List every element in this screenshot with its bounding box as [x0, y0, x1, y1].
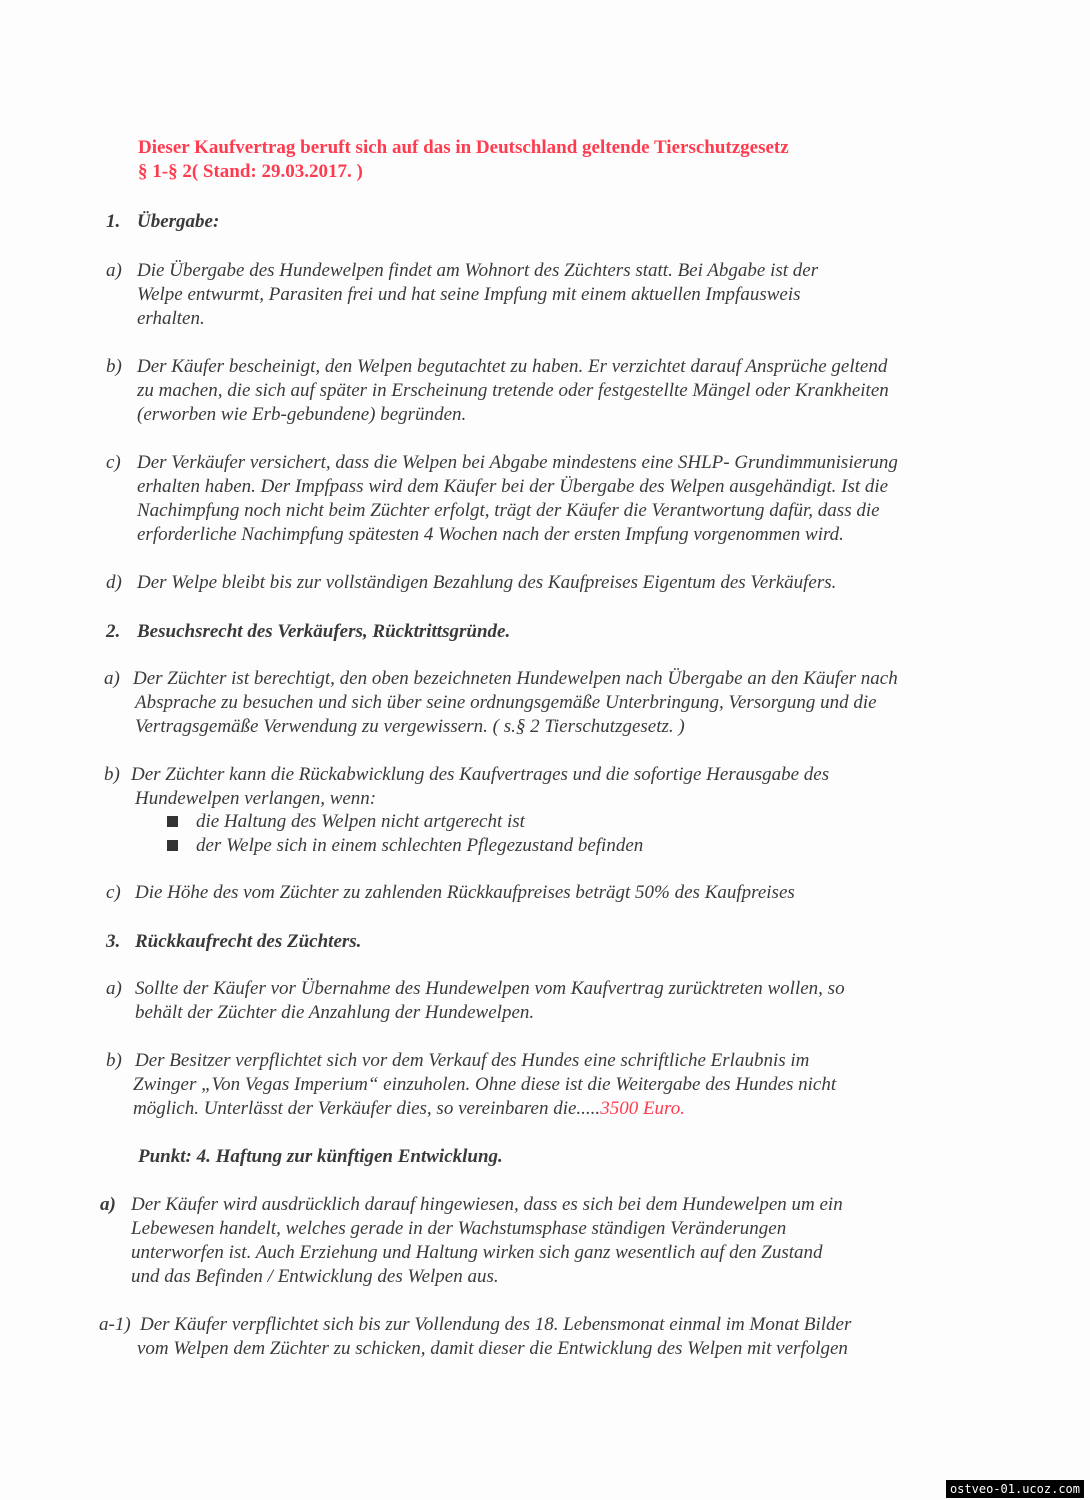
item-1c-line: erforderliche Nachimpfung spätesten 4 Wochen nach der ersten Impfung vorgenommen wird.	[137, 524, 844, 545]
item-4a-marker: a)	[100, 1194, 116, 1215]
bullet-square-icon	[167, 816, 178, 827]
item-1c-line: Der Verkäufer versichert, dass die Welpen bei Abgabe mindestens eine SHLP- Grundimmunisierung	[137, 452, 898, 473]
item-4a1-line: vom Welpen dem Züchter zu schicken, damit dieser die Entwicklung des Welpen mit verfolgen	[137, 1338, 848, 1359]
item-1d-marker: d)	[106, 572, 122, 593]
section-1-number: 1.	[106, 211, 121, 232]
item-1c-line: Nachimpfung noch nicht beim Züchter erfolgt, trägt der Käufer die Verantwortung dafür, dass die	[137, 500, 880, 521]
item-4a1-marker: a-1)	[99, 1314, 131, 1335]
item-3a-line: behält der Züchter die Anzahlung der Hundewelpen.	[135, 1002, 535, 1023]
section-4-title: Punkt: 4. Haftung zur künftigen Entwicklung.	[138, 1146, 503, 1167]
item-2a-marker: a)	[104, 668, 120, 689]
amount-euro: 3500 Euro.	[600, 1098, 685, 1119]
item-4a-line: unterworfen ist. Auch Erziehung und Haltung wirken sich ganz wesentlich auf den Zustand	[131, 1242, 823, 1263]
item-1b-line: Der Käufer bescheinigt, den Welpen begutachtet zu haben. Er verzichtet darauf Ansprüche geltend	[137, 356, 888, 377]
item-3b-marker: b)	[106, 1050, 122, 1071]
item-3a-line: Sollte der Käufer vor Übernahme des Hundewelpen vom Kaufvertrag zurücktreten wollen, so	[135, 978, 845, 999]
item-2a-line: Der Züchter ist berechtigt, den oben bezeichneten Hundewelpen nach Übergabe an den Käufer nach	[133, 668, 898, 689]
item-2a-line: Absprache zu besuchen und sich über seine ordnungsgemäße Unterbringung, Versorgung und die	[135, 692, 877, 713]
item-2a-line: Vertragsgemäße Verwendung zu vergewissern. ( s.§ 2 Tierschutzgesetz. )	[135, 716, 685, 737]
item-3b-line: Der Besitzer verpflichtet sich vor dem Verkauf des Hundes eine schriftliche Erlaubnis im	[135, 1050, 810, 1071]
header-line-2: § 1-§ 2( Stand: 29.03.2017. )	[138, 161, 363, 182]
item-2b-bullet: der Welpe sich in einem schlechten Pflegezustand befinden	[196, 835, 644, 856]
item-4a-line: Lebewesen handelt, welches gerade in der Wachstumsphase ständigen Veränderungen	[131, 1218, 787, 1239]
item-1c-line: erhalten haben. Der Impfpass wird dem Käufer bei der Übergabe des Welpen ausgehändigt. Ist die	[137, 476, 889, 497]
item-1d-line: Der Welpe bleibt bis zur vollständigen Bezahlung des Kaufpreises Eigentum des Verkäufers.	[137, 572, 837, 593]
item-1b-marker: b)	[106, 356, 122, 377]
contract-header	[138, 136, 789, 184]
section-2-title: Besuchsrecht des Verkäufers, Rücktrittsgründe.	[137, 621, 511, 642]
item-2b-marker: b)	[104, 764, 120, 785]
item-3b-last-line	[133, 1097, 685, 1121]
item-1b-line: zu machen, die sich auf später in Erscheinung tretende oder festgestellte Mängel oder Krankheiten	[137, 380, 889, 401]
item-3b-text: möglich. Unterlässt der Verkäufer dies, so vereinbaren die.....	[133, 1098, 601, 1119]
bullet-square-icon	[167, 840, 178, 851]
item-1a-line: Die Übergabe des Hundewelpen findet am Wohnort des Züchters statt. Bei Abgabe ist der	[137, 260, 819, 281]
item-1b-line: (erworben wie Erb-gebundene) begründen.	[137, 404, 467, 425]
item-1a-marker: a)	[106, 260, 122, 281]
item-2b-line: Hundewelpen verlangen, wenn:	[135, 788, 377, 809]
item-4a-line: Der Käufer wird ausdrücklich darauf hingewiesen, dass es sich bei dem Hundewelpen um ein	[131, 1194, 843, 1215]
section-2-number: 2.	[106, 621, 121, 642]
item-3b-line: Zwinger „Von Vegas Imperium“ einzuholen. Ohne diese ist die Weitergabe des Hundes nicht	[133, 1074, 837, 1095]
item-2c-line: Die Höhe des vom Züchter zu zahlenden Rückkaufpreises beträgt 50% des Kaufpreises	[135, 882, 795, 903]
item-4a-line: und das Befinden / Entwicklung des Welpen aus.	[131, 1266, 499, 1287]
item-2b-bullet: die Haltung des Welpen nicht artgerecht ist	[196, 811, 525, 832]
section-1-title: Übergabe:	[137, 211, 220, 232]
item-2c-marker: c)	[106, 882, 121, 903]
item-1c-marker: c)	[106, 452, 121, 473]
item-2b-line: Der Züchter kann die Rückabwicklung des Kaufvertrages und die sofortige Herausgabe des	[131, 764, 830, 785]
item-3a-marker: a)	[106, 978, 122, 999]
item-1a-line: erhalten.	[137, 308, 205, 329]
item-4a1-line: Der Käufer verpflichtet sich bis zur Vollendung des 18. Lebensmonat einmal im Monat Bilder	[140, 1314, 852, 1335]
site-watermark: ostveo-01.ucoz.com	[946, 1480, 1084, 1498]
item-1a-line: Welpe entwurmt, Parasiten frei und hat seine Impfung mit einem aktuellen Impfausweis	[137, 284, 801, 305]
header-line-1: Dieser Kaufvertrag beruft sich auf das in Deutschland geltende Tierschutzgesetz	[138, 137, 789, 158]
section-3-number: 3.	[106, 931, 121, 952]
section-3-title: Rückkaufrecht des Züchters.	[135, 931, 362, 952]
